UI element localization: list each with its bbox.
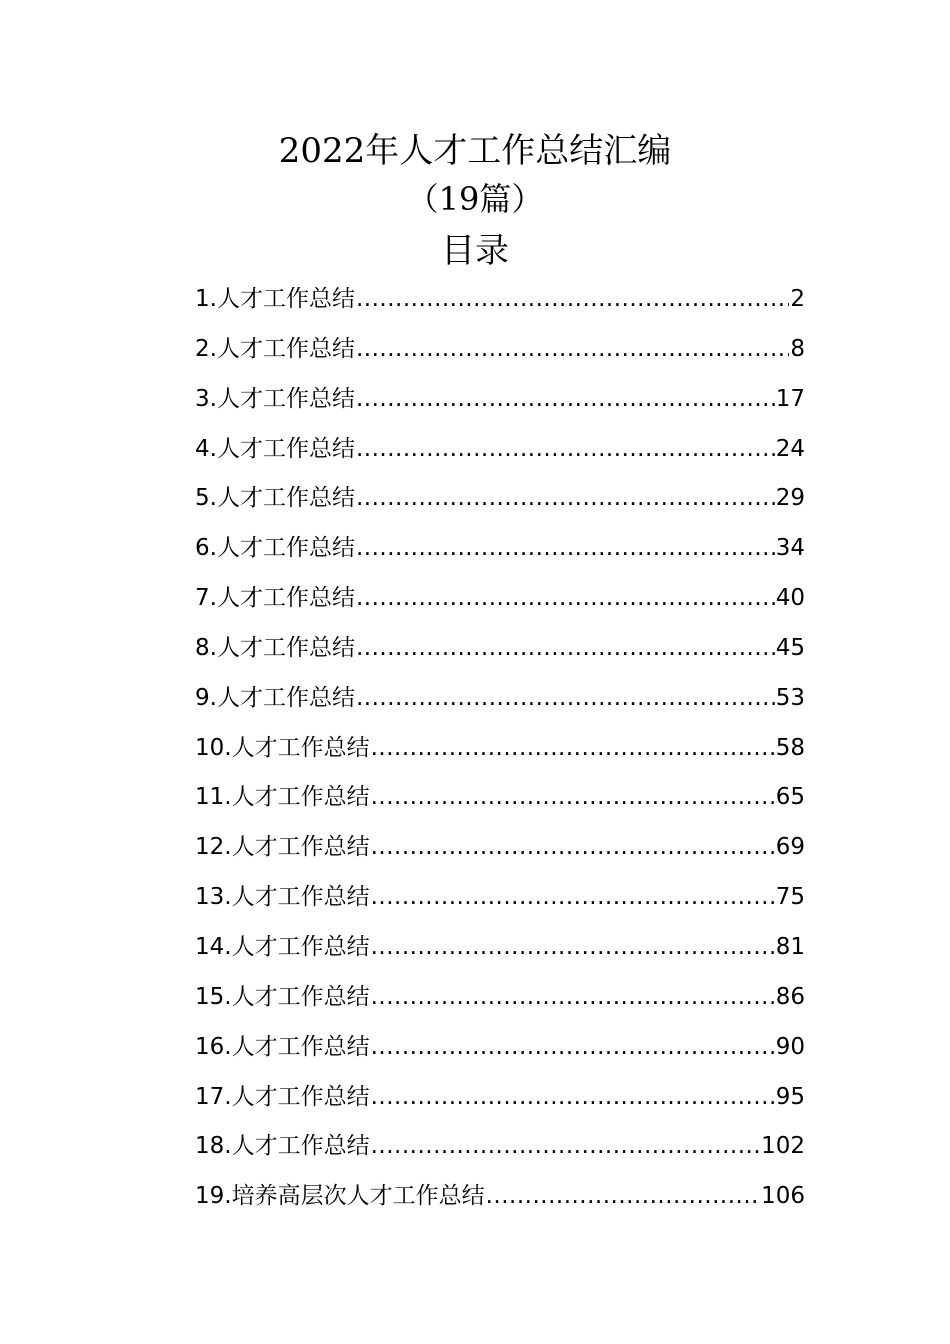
toc-entry-page: 34 bbox=[775, 535, 805, 562]
toc-entry-label: 5.人才工作总结 bbox=[195, 485, 355, 512]
toc-entry[interactable] bbox=[195, 1125, 805, 1175]
toc-entry-page: 17 bbox=[775, 385, 805, 412]
toc-leader-dots bbox=[371, 727, 775, 769]
toc-entry-page: 53 bbox=[775, 684, 805, 711]
title-block bbox=[0, 128, 950, 274]
toc-leader-dots bbox=[356, 477, 775, 519]
toc-entry-page: 8 bbox=[790, 335, 805, 362]
toc-entry-label: 8.人才工作总结 bbox=[195, 634, 355, 661]
toc-leader-dots bbox=[371, 926, 775, 968]
toc-entry-page: 69 bbox=[775, 834, 805, 861]
toc-entry-label: 9.人才工作总结 bbox=[195, 684, 355, 711]
toc-entry-label: 4.人才工作总结 bbox=[195, 435, 355, 462]
toc-entry-label: 1.人才工作总结 bbox=[195, 286, 355, 312]
toc-entry-label: 3.人才工作总结 bbox=[195, 385, 355, 412]
toc-entry-page: 2 bbox=[790, 286, 805, 312]
toc-entry-label: 19.培养高层次人才工作总结 bbox=[195, 1183, 485, 1210]
toc-entry-page: 65 bbox=[775, 784, 805, 811]
toc-entry[interactable] bbox=[195, 776, 805, 826]
toc-entry[interactable] bbox=[195, 677, 805, 727]
toc-entry[interactable] bbox=[195, 976, 805, 1026]
toc-entry[interactable] bbox=[195, 328, 805, 378]
toc-entry-page: 58 bbox=[775, 734, 805, 761]
toc-leader-dots bbox=[356, 627, 775, 669]
toc-leader-dots bbox=[371, 1026, 775, 1068]
toc-entry-label: 17.人才工作总结 bbox=[195, 1083, 370, 1110]
toc-entry-page: 102 bbox=[761, 1133, 805, 1160]
toc-entry[interactable] bbox=[195, 378, 805, 428]
toc-entry[interactable] bbox=[195, 727, 805, 777]
toc-entry-label: 6.人才工作总结 bbox=[195, 535, 355, 562]
toc-entry-page: 90 bbox=[775, 1033, 805, 1060]
toc-entry-page: 29 bbox=[775, 485, 805, 512]
toc-entry-label: 16.人才工作总结 bbox=[195, 1033, 370, 1060]
toc-entry-page: 24 bbox=[775, 435, 805, 462]
toc-leader-dots bbox=[356, 378, 775, 420]
toc-entry-page: 75 bbox=[775, 884, 805, 911]
toc-entry-label: 13.人才工作总结 bbox=[195, 884, 370, 911]
toc-entry-page: 86 bbox=[775, 983, 805, 1010]
toc-heading: 目录 bbox=[441, 231, 509, 271]
toc-entry[interactable] bbox=[195, 1175, 805, 1225]
toc-entry[interactable] bbox=[195, 627, 805, 677]
toc-entry[interactable] bbox=[195, 876, 805, 926]
toc-entry-page: 45 bbox=[775, 634, 805, 661]
toc-entry-page: 81 bbox=[775, 933, 805, 960]
toc-entry-label: 11.人才工作总结 bbox=[195, 784, 370, 811]
toc-entry-label: 12.人才工作总结 bbox=[195, 834, 370, 861]
toc-leader-dots bbox=[356, 278, 789, 320]
toc-entry-label: 18.人才工作总结 bbox=[195, 1133, 370, 1160]
toc-entry[interactable] bbox=[195, 826, 805, 876]
toc-entry-page: 95 bbox=[775, 1083, 805, 1110]
toc-leader-dots bbox=[486, 1175, 761, 1217]
toc-entry[interactable] bbox=[195, 1026, 805, 1076]
toc-entry[interactable] bbox=[195, 577, 805, 627]
toc-leader-dots bbox=[371, 976, 775, 1018]
toc-leader-dots bbox=[356, 527, 775, 569]
toc-entry[interactable] bbox=[195, 278, 805, 328]
toc-entry-label: 2.人才工作总结 bbox=[195, 335, 355, 362]
toc-entry[interactable] bbox=[195, 428, 805, 478]
toc-entry-label: 14.人才工作总结 bbox=[195, 933, 370, 960]
toc-leader-dots bbox=[371, 776, 775, 818]
toc-entry-label: 10.人才工作总结 bbox=[195, 734, 370, 761]
toc-leader-dots bbox=[356, 577, 775, 619]
toc-entry-label: 7.人才工作总结 bbox=[195, 585, 355, 612]
toc-entry-page: 106 bbox=[761, 1183, 805, 1210]
toc-entry[interactable] bbox=[195, 477, 805, 527]
table-of-contents bbox=[195, 278, 805, 1225]
document-title: 2022年人才工作总结汇编 bbox=[278, 131, 672, 171]
toc-entry-page: 40 bbox=[775, 585, 805, 612]
toc-entry[interactable] bbox=[195, 926, 805, 976]
toc-leader-dots bbox=[356, 677, 775, 719]
toc-leader-dots bbox=[356, 328, 789, 370]
document-subtitle: （19篇） bbox=[406, 180, 544, 218]
toc-entry[interactable] bbox=[195, 527, 805, 577]
toc-leader-dots bbox=[371, 876, 775, 918]
toc-leader-dots bbox=[371, 1125, 761, 1167]
toc-entry-label: 15.人才工作总结 bbox=[195, 983, 370, 1010]
toc-entry[interactable] bbox=[195, 1076, 805, 1126]
toc-leader-dots bbox=[371, 826, 775, 868]
toc-leader-dots bbox=[371, 1076, 775, 1118]
toc-leader-dots bbox=[356, 428, 775, 470]
